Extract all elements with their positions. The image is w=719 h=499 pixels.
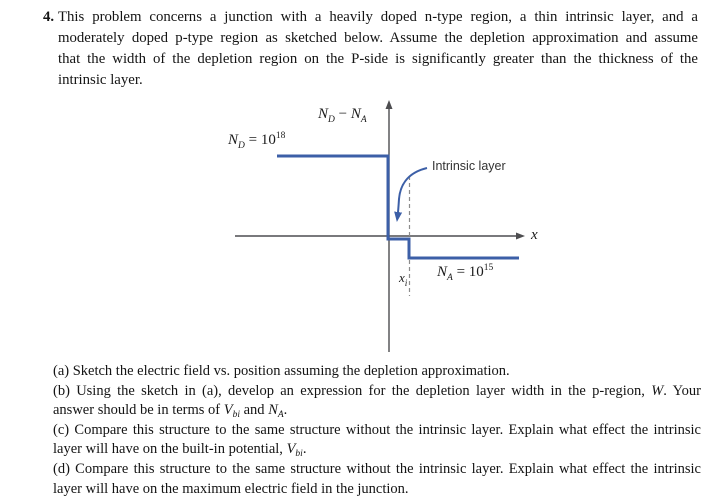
- question-b-line-1: (b) Using the sketch in (a), develop an expression for the depletion layer width in the p-region, W. Your: [53, 382, 702, 399]
- x-axis-label: x: [531, 227, 538, 243]
- question-d: [53, 460, 701, 499]
- xi-position-label: $x_i$: [399, 270, 408, 289]
- statement-line-3: that the width of the depletion region on the P-side is significantly greater than the thickness of the: [58, 51, 698, 67]
- question-c-line-2: layer will have on the built-in potential, $V_{bi}$.: [53, 441, 307, 460]
- problem-number: 4.: [43, 9, 55, 25]
- problem-statement-block: [43, 7, 698, 91]
- statement-line-1: This problem concerns a junction with a heavily doped n-type region, a thin intrinsic layer, and a: [58, 9, 698, 25]
- intrinsic-annotation-arrow: [398, 168, 428, 217]
- question-c-line-1: (c) Compare this structure to the same structure without the intrinsic layer. Explain what effect the intrinsic: [53, 421, 701, 438]
- question-c: [53, 421, 701, 460]
- questions-block: [53, 362, 701, 499]
- intrinsic-layer-annotation: Intrinsic layer: [432, 159, 506, 173]
- nd-doping-label: $N_D = 10^{18}$: [228, 131, 286, 151]
- problem-statement: [58, 7, 698, 91]
- figure-canvas: [0, 95, 719, 360]
- question-d-line-1: (d) Compare this structure to the same structure without the intrinsic layer. Explain what effect the intrinsic: [53, 460, 701, 477]
- statement-line-4: intrinsic layer.: [58, 72, 143, 88]
- question-d-line-2: layer will have on the maximum electric field in the junction.: [53, 480, 409, 497]
- question-a: (a) Sketch the electric field vs. position assuming the depletion approximation.: [53, 363, 510, 379]
- doping-profile-figure: [0, 95, 719, 360]
- statement-line-2: moderately doped p-type region as sketched below. Assume the depletion approximation and assume: [58, 30, 698, 46]
- question-b-line-2: answer should be in terms of $V_{bi}$ and $N_A$.: [53, 402, 288, 421]
- question-b: [53, 382, 701, 421]
- na-doping-label: $N_A = 10^{15}$: [437, 263, 494, 283]
- y-axis-label: $N_D - N_A$: [318, 106, 367, 125]
